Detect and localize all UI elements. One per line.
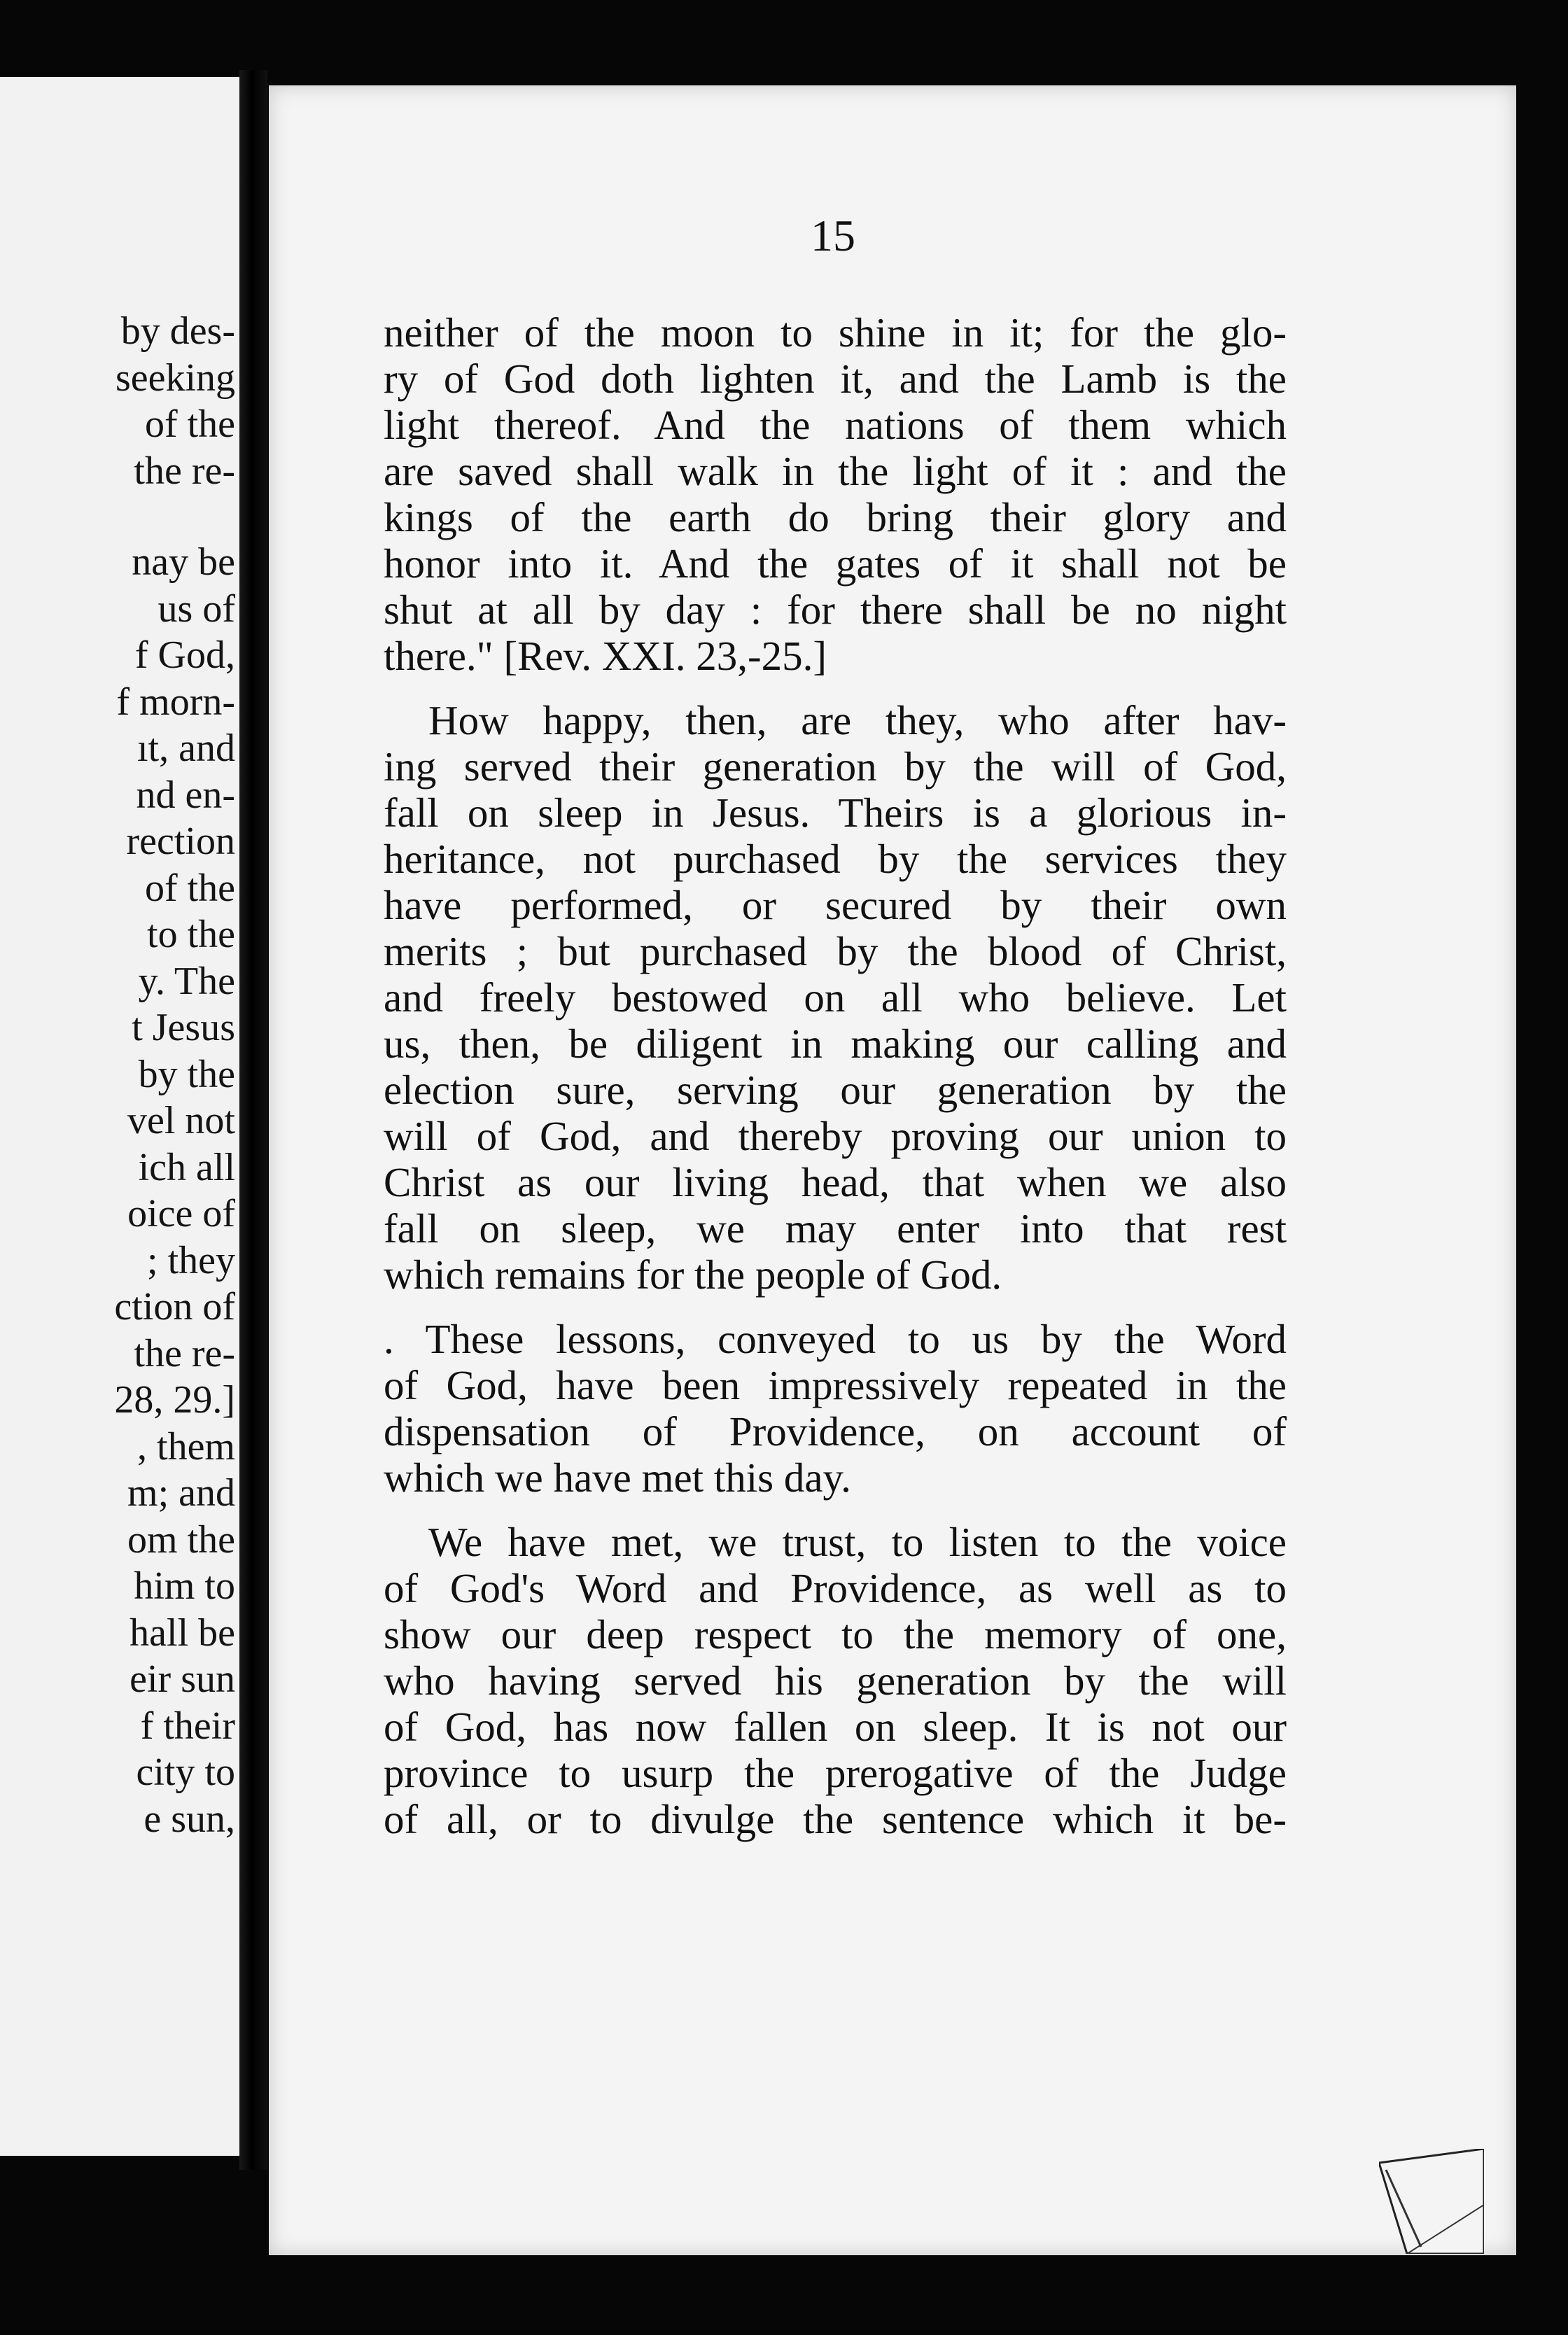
paragraph-1: [384, 309, 1287, 679]
book-spine-shadow: [239, 70, 267, 2170]
left-line: him to: [134, 1564, 235, 1608]
folded-corner-icon: [1379, 2149, 1484, 2254]
left-line: eir sun: [130, 1657, 235, 1701]
text-line: of all, or to divulge the sentence which it be-: [384, 1796, 1287, 1842]
left-line: us of: [158, 587, 235, 631]
left-line: nay be: [132, 540, 235, 584]
text-line: which remains for the people of God.: [384, 1251, 1002, 1298]
text-line: of God, have been impressively repeated in the: [384, 1362, 1287, 1408]
left-line: y. The: [138, 959, 235, 1003]
text-line: Christ as our living head, that when we also: [384, 1159, 1287, 1205]
text-line: shut at all by day : for there shall be no night: [384, 587, 1287, 633]
left-line: of the: [144, 866, 235, 910]
text-line: us, then, be diligent in making our calling and: [384, 1021, 1287, 1067]
main-text-block: [384, 309, 1287, 1860]
left-spacer: [0, 494, 235, 539]
left-line: ıt, and: [137, 727, 235, 770]
text-line: have performed, or secured by their own: [384, 882, 1287, 928]
text-line: honor into it. And the gates of it shall not be: [384, 540, 1287, 587]
left-line: om the: [127, 1517, 235, 1562]
page-number: 15: [811, 211, 855, 260]
left-line: m; and: [127, 1471, 235, 1515]
text-line: neither of the moon to shine in it; for the glo-: [384, 309, 1287, 356]
text-line: of God's Word and Providence, as well as to: [384, 1565, 1287, 1611]
text-line: fall on sleep in Jesus. Theirs is a glorious in-: [384, 790, 1287, 836]
text-line: light thereof. And the nations of them which: [384, 402, 1287, 448]
left-line: nd en-: [136, 773, 235, 817]
text-line: of God, has now fallen on sleep. It is not our: [384, 1704, 1287, 1750]
left-line: the re-: [134, 449, 235, 493]
left-line: the re-: [134, 1331, 235, 1375]
left-line: f God,: [134, 633, 235, 677]
left-line: to the: [147, 913, 235, 956]
text-line: and freely bestowed on all who believe. Let: [384, 974, 1287, 1021]
left-line: ction of: [114, 1285, 235, 1328]
left-line: e sun,: [144, 1797, 235, 1841]
paragraph-2: [384, 697, 1287, 1298]
text-line: there." [Rev. XXI. 23,-25.]: [384, 633, 827, 679]
left-line: vel not: [127, 1099, 235, 1142]
text-line: merits ; but purchased by the blood of Christ,: [384, 928, 1287, 974]
left-line: by the: [138, 1052, 235, 1096]
text-line: fall on sleep, we may enter into that rest: [384, 1205, 1287, 1251]
text-line: heritance, not purchased by the services they: [384, 836, 1287, 882]
text-line: ry of God doth lighten it, and the Lamb is the: [384, 356, 1287, 402]
left-line: city to: [136, 1751, 235, 1794]
text-line: show our deep respect to the memory of one,: [384, 1611, 1287, 1657]
text-line: province to usurp the prerogative of the Judge: [384, 1750, 1287, 1796]
left-line: f their: [140, 1704, 235, 1748]
left-line: 28, 29.]: [114, 1378, 235, 1422]
left-line: f morn-: [116, 680, 235, 724]
text-line: election sure, serving our generation by the: [384, 1067, 1287, 1113]
text-line: dispensation of Providence, on account of: [384, 1408, 1287, 1454]
left-line: by des-: [120, 309, 235, 353]
left-line: oice of: [127, 1192, 235, 1235]
left-line: , them: [137, 1424, 235, 1468]
text-line: . These lessons, conveyed to us by the Word: [384, 1316, 1287, 1362]
left-page-text: [0, 308, 235, 1842]
text-line: ing served their generation by the will of God,: [384, 743, 1287, 790]
left-line: ich all: [138, 1145, 235, 1189]
text-line: will of God, and thereby proving our union to: [384, 1113, 1287, 1159]
left-line: t Jesus: [132, 1006, 235, 1049]
paragraph-3: [384, 1316, 1287, 1501]
text-line: We have met, we trust, to listen to the voice: [428, 1519, 1287, 1565]
paragraph-4: [384, 1519, 1287, 1842]
text-line: which we have met this day.: [384, 1454, 851, 1501]
left-page-fragment: [0, 77, 239, 2156]
left-line: hall be: [130, 1611, 235, 1655]
left-line: ; they: [147, 1238, 235, 1282]
left-line: seeking: [115, 356, 235, 400]
text-line: are saved shall walk in the light of it : and the: [384, 448, 1287, 494]
text-line: kings of the earth do bring their glory and: [384, 494, 1287, 540]
text-line: who having served his generation by the will: [384, 1657, 1287, 1704]
left-line: rection: [126, 820, 235, 863]
text-line: How happy, then, are they, who after hav-: [428, 697, 1287, 743]
left-line: of the: [144, 402, 235, 446]
